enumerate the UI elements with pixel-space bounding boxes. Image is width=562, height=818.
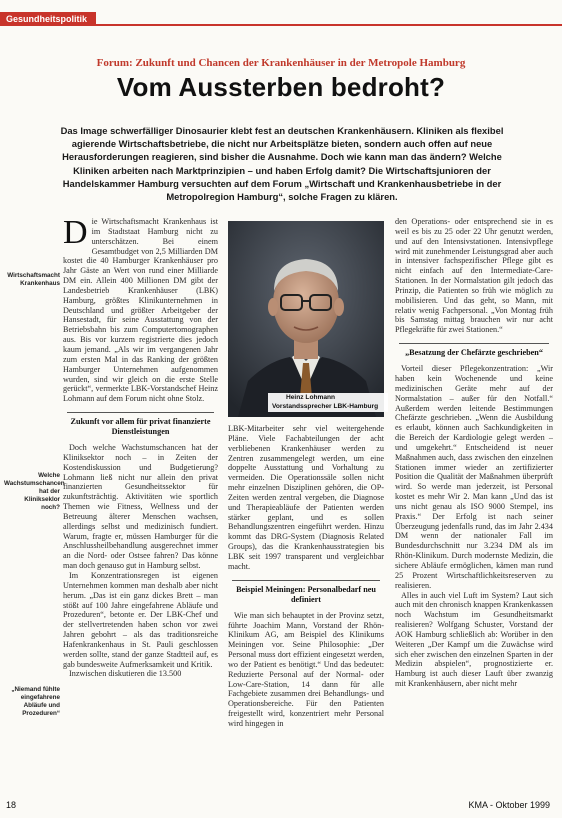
col1-paragraph-1: ie Wirtschaftsmacht Krankenhaus ist im Stadtstaat Hamburg nicht zu unterschätzen. Bei einem Gesamtbudget von 2,5 Milliarden DM kostet die 40 Hamburger Krankenhäuser pro Jahr Gäste an Wert von rund einer Milliarde DM ein. Allein 400 Millionen DM gibt der Landesbetrieb Krankenhäuser (LBK) Hamburg, größtes Klinikunternehmen in Deutschland und größter Arbeitgeber der Hansestadt, für seine Ausstattung von der Betriebsbahn bis zum Computertomographen aus. Bis vor kurzem registrierte dies jedoch kaum jemand. „Als wir im vergangenen Jahr zum ersten Mal in das Ranking der größten Hamburger Unternehmen aufgenommen wurden, sind wir gleich on die erste Stelle gerückt“, vermerkte LBK-Vorstandschef Heinz Lohmann auf dem Forum nicht ohne Stolz. — [63, 217, 218, 404]
rubric-label: Gesundheitspolitik — [6, 14, 88, 24]
rubric-rule — [96, 24, 562, 26]
col3-subhead: „Besatzung der Chefärzte geschrieben“ — [399, 343, 549, 358]
headline: Vom Aussterben bedroht? — [116, 72, 446, 102]
col1-paragraph-3: Im Konzentrationsregen ist eigenen Unternehmen kommen man deshalb aber nicht herum. „Das ist ein ganz dickes Brett – man stößt auf 100 Jahre eingefahrene Abläufe und Prozeduren“, betonte er. Der LBK-Chef und der stellvertretenden haben schon vor zwei Jahren gebohrt – als das traditionsreiche Hafenkrankenhaus in St. Pauli geschlossen werden sollte, stand der ganze Stadtteil auf, es gab bundesweite Aufmerksamkeit und Kritik. — [63, 571, 218, 669]
article-column-2 — [228, 424, 384, 798]
col2-paragraph-2: Wie man sich behauptet in der Provinz setzt, führte Joachim Mann, Vorstand der Rhön-Klinikum AG, am Beispiel des Klinikums Meiningen vor. Seine Philosophie: „Der Personal muss dort effizient eingesetzt werden, wo der Patient es benötigt.“ Und das bedeutet: Reduzierte Personal auf der Normal- oder Low-Care-Station, 14 dann für alle Fachgebiete zusammen drei Behandlungs- und Operationsbereiche. Für den Patienten freigestellt wird, konzentriert mehr Personal wird hingegen in — [228, 610, 384, 728]
col1-subhead: Zukunft vor allem für privat finanzierte Dienstleistungen — [67, 412, 214, 437]
caption-name: Heinz Lohmann — [286, 394, 336, 401]
col1-paragraph-4: Inzwischen diskutieren die 13.500 — [69, 669, 182, 679]
photo-caption — [268, 393, 388, 412]
drop-cap: D — [63, 217, 88, 251]
caption-role: Vorstandssprecher LBK-Hamburg — [272, 402, 379, 410]
kicker: Forum: Zukunft und Chancen der Krankenhäuser in der Metropole Hamburg — [96, 57, 466, 69]
page-number: 18 — [6, 800, 17, 810]
margin-note-3: „Niemand fühlte eingefahrene Abläufe und Prozeduren“ — [11, 686, 60, 717]
lead-paragraph: Das Image schwerfälliger Dinosaurier klebt fest an deutschen Krankenhäusern. Kliniken als flexibel agierende Wirtschaftsbetriebe, die nicht nur Arbeitsplätze bieten, sondern auch offen auf neue Herausforderungen reagieren, sind bisher die Ausnahme. Doch wie kann man das ändern? Welche Kliniken arbeiten nach Marktprinzipien – und haben Erfolg damit? Die Wirtschaftsjunioren der Handelskammer Hamburg versuchten auf dem Forum „Wirtschaft und Krankenhausbetriebe in der Metropolregion Hamburg“, solche Fragen zu klären. — [60, 125, 504, 203]
article-column-1 — [63, 217, 218, 797]
col2-subhead: Beispiel Meiningen: Personalbedarf neu definiert — [232, 580, 380, 605]
col2-paragraph-1: LBK-Mitarbeiter sehr viel weitergehende Pläne. Viele Fachabteilungen der acht verbliebenen Krankenhäuser werden zu Zentren zusammengelegt werden, um eine doppelte Ausstattung und Vorhaltung zu vermeiden. Die Operationssäle sollen nicht mehr einzelnen Disziplinen gehören, die OP-Zeiten werden zentral vergeben, die Diagnose und Therapieabläufe der Patienten werden stärker geplant, und es sollen Behandlungszentren eingeführt werden. Hinzu kommt das DRG-System (Diagnosis Related Groups), das die Krankenhausstrategien bis LBK seit 1997 transparent und vergleichbar macht. — [228, 424, 384, 571]
col1-paragraph-2: Doch welche Wachstumschancen hat der Kliniksektor noch – in Zeiten der Kostendiskussion und Budgetierung? Lohmann ließ nicht nur allein den privat finanzierten Gesundheitssektor für zukunftsträchtig. Aktivitäten wie sportlich Themen wie Fitness, Wellness und der Betreuung älterer Menschen wachsen, allerdings selbst und medizinisch fundiert. Warum, fragte er, müssen Hamburger für die Anschlussheilbehandlung ausgerechnet immer an die Nord- oder Ostsee fahren? Das könne man doch genauso gut in Hamburg selbst. — [63, 443, 218, 571]
col3-paragraph-1: den Operations- oder entsprechend sie in es weil es bis zu 25 oder 22 Uhr genutzt werden, und auf den Intensivstationen. Intensivpflege wird mit zunehmender Leistungsgrad aber auch in intensiver fachspezifischer Pflege gibt es nicht einfach auf den Intermediate-Care-Stationen. In der Normalstation gilt jedoch das Prinzip, die Patienten so früh wie möglich zu mobilisieren. Und das geht, so Mann, mit relativ wenig Fachpersonal. „Von Montag früh bis Samstag mittag brauchen wir nur acht Pflegekräfte für zwei Stationen.“ — [395, 217, 553, 335]
portrait-photo — [228, 221, 384, 417]
col3-paragraph-2: Vorteil dieser Pflegekonzentration: „Wir haben kein Wochenende und keine medizinischen Geräte mehr auf der Normalstation – außer für den Notfall.“ Außerdem werden leitende Bestimmungen Chefärzte geschrieben. „Wenn die Ausbildung es erlaubt, können auch Sachkundigkeiten in die Bereich der Kardiologie gelegt werden – und umgekehrt.“ Entscheidend ist neuer Maßnahmen auch, dass zwischen den einzelnen Stationen immer wieder an zertifizierter Position die Qualität der Maßnahmen überprüft wird. So werde man jederzeit, ist Personal kostet es mehr Wir 2. Man kann „Und das ist uns nicht genau als ISO 9000 Stempel, ins Praxis.“ Der Erfolg ist nach seiner Überzeugung jedenfalls rund, das im Jahr 2.434 DM wenn der nationaler Fall im Bundesdurchschnitt nur 3.234 DM als im Rhön-Klinikum. Durch modernste Medizin, die sichere Abläufe ermöglichen, kämen man rund 25 Prozent Wirtschaftlichkeitsreserven zu realisieren. — [395, 364, 553, 590]
issue-label: KMA - Oktober 1999 — [468, 800, 550, 810]
portrait-image — [228, 221, 384, 417]
col3-paragraph-3: Alles in auch viel Luft im System? Laut sich auch mit den chronisch knappen Krankenkassen noch Wachstum im Gesundheitsmarkt realisieren? Wolfgang Schuster, Vorstand der AOK Hamburg schließlich ab: Worüber in den Weiteren „Der Kampf um die Zuwächse wird sich eher zwischen den einzelnen Sparten in der Medizin abspielen“, prognostizierte er. Hamburg ist auch dieser Lauft über zwanzig mit Krankenhäusern, aber nicht mehr — [395, 590, 553, 689]
margin-note-2: Welche Wachstumschancen hat der Klinikseklor noch? — [4, 472, 65, 511]
margin-note-1: Wirtschaftsmacht Krankenhaus — [7, 272, 60, 287]
rubric-bar — [0, 0, 562, 26]
article-column-3 — [395, 217, 553, 797]
